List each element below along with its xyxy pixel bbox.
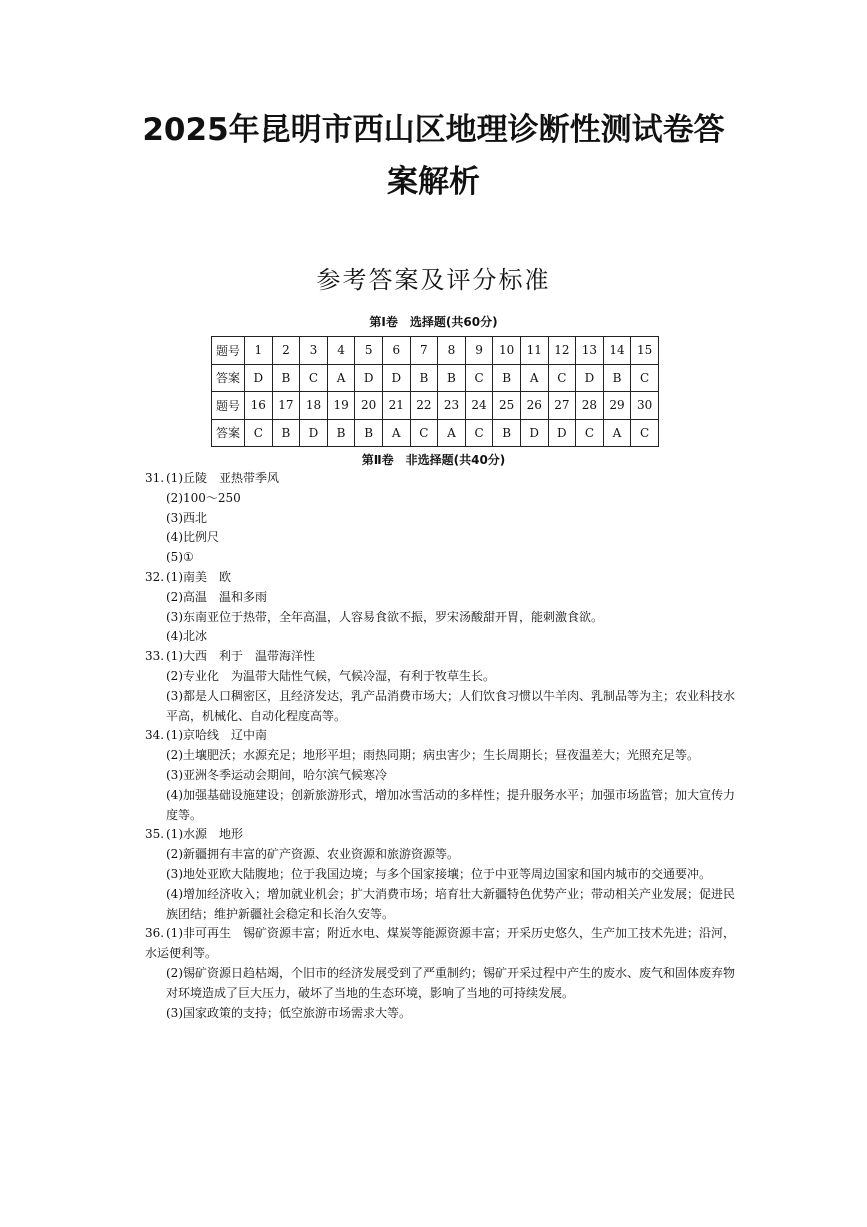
answer-text: (2)新疆拥有丰富的矿产资源、农业资源和旅游资源等。 [166, 847, 460, 862]
table-cell: A [327, 364, 355, 392]
table-cell: B [603, 364, 631, 392]
table-row-answers-2 [212, 419, 659, 447]
table-cell: B [493, 364, 521, 392]
title-line-1: 2025年昆明市西山区地理诊断性测试卷答 [142, 112, 725, 148]
answer-text: (1)大西 利于 温带海洋性 [166, 649, 315, 664]
question-block [145, 568, 745, 647]
answer-list [145, 469, 745, 1023]
question-number: 32. [145, 569, 165, 584]
answer-text: (3)都是人口稠密区，且经济发达，乳产品消费市场大；人们饮食习惯以牛羊肉、乳制品等为主；农业科技水平高，机械化、自动化程度高等。 [166, 688, 736, 723]
answer-text: (3)东南亚位于热带，全年高温，人容易食欲不振，罗宋汤酸甜开胃，能刺激食欲。 [166, 609, 604, 624]
row-label-answer: 答案 [212, 419, 245, 447]
question-number: 31. [145, 471, 165, 485]
table-cell: 10 [493, 337, 521, 365]
question-number: 35. [145, 827, 165, 842]
table-cell: 23 [438, 392, 466, 420]
answer-text: (2)锡矿资源日趋枯竭，个旧市的经济发展受到了严重制约；锡矿开采过程中产生的废水、废气和固体废弃物对环境造成了巨大压力，破坏了当地的生态环境，影响了当地的可持续发展。 [166, 965, 736, 1000]
answer-line [145, 825, 745, 845]
table-cell: 8 [438, 337, 466, 365]
table-cell: 11 [520, 337, 548, 365]
table-cell: 15 [631, 337, 659, 365]
answer-text: (2)土壤肥沃；水源充足；地形平坦；雨热同期；病虫害少；生长周期长；昼夜温差大；光照充足等。 [166, 748, 700, 763]
table-cell: A [520, 364, 548, 392]
table-cell: 16 [245, 392, 273, 420]
table-cell: 28 [576, 392, 604, 420]
table-cell: 2 [272, 337, 300, 365]
table-cell: 13 [576, 337, 604, 365]
answer-line [145, 924, 745, 964]
table-cell: B [355, 419, 383, 447]
table-cell: C [548, 364, 576, 392]
answer-text: (4)增加经济收入；增加就业机会；扩大消费市场；培育壮大新疆特色优势产业；带动相关产业发展；促进民族团结；维护新疆社会稳定和长治久安等。 [166, 886, 736, 921]
table-cell: A [438, 419, 466, 447]
table-cell: C [410, 419, 438, 447]
table-cell: 27 [548, 392, 576, 420]
question-block [145, 924, 745, 1023]
table-cell: A [382, 419, 410, 447]
row-label-question: 题号 [212, 337, 245, 365]
table-cell: C [631, 364, 659, 392]
question-block [145, 825, 745, 924]
table-cell: 12 [548, 337, 576, 365]
table-cell: 1 [245, 337, 273, 365]
table-cell: C [300, 364, 328, 392]
answer-text: (3)国家政策的支持；低空旅游市场需求大等。 [166, 1005, 411, 1020]
table-cell: D [576, 364, 604, 392]
answer-text: (4)加强基础设施建设；创新旅游形式，增加冰雪活动的多样性；提升服务水平；加强市场监管；加大宣传力度等。 [166, 787, 736, 822]
title-line-2: 案解析 [387, 164, 480, 200]
table-cell: 30 [631, 392, 659, 420]
table-cell: 20 [355, 392, 383, 420]
answer-text: (2)专业化 为温带大陆性气候，气候冷湿，有利于牧草生长。 [166, 668, 496, 683]
table-cell: D [520, 419, 548, 447]
answer-text: (4)比例尺 [166, 530, 219, 545]
table-cell: 26 [520, 392, 548, 420]
table-cell: 22 [410, 392, 438, 420]
table-cell: B [272, 419, 300, 447]
table-cell: 5 [355, 337, 383, 365]
table-cell: 21 [382, 392, 410, 420]
answer-line [145, 726, 745, 746]
answer-text: (2)高温 温和多雨 [166, 589, 267, 604]
answer-line [145, 568, 745, 588]
answer-text: (3)地处亚欧大陆腹地；位于我国边境；与多个国家接壤；位于中亚等周边国家和国内城市的交通要冲。 [166, 866, 712, 881]
table-cell: D [382, 364, 410, 392]
table-cell: D [355, 364, 383, 392]
table-row-numbers-1 [212, 337, 659, 365]
answer-line [145, 469, 745, 489]
table-cell: C [465, 419, 493, 447]
question-block [145, 726, 745, 825]
answer-text: (3)西北 [166, 510, 207, 525]
question-number: 34. [145, 728, 165, 743]
table-cell: 6 [382, 337, 410, 365]
answer-key-heading: 参考答案及评分标准 [316, 266, 551, 294]
table-cell: 7 [410, 337, 438, 365]
answer-text: (1)南美 欧 [166, 569, 231, 584]
table-cell: 4 [327, 337, 355, 365]
table-row-answers-1 [212, 364, 659, 392]
table-cell: B [327, 419, 355, 447]
question-block [145, 647, 745, 726]
table-cell: 24 [465, 392, 493, 420]
table-cell: A [603, 419, 631, 447]
table-cell: B [272, 364, 300, 392]
table-cell: 25 [493, 392, 521, 420]
answer-table [211, 336, 659, 447]
question-number: 36. [145, 926, 165, 941]
table-cell: B [410, 364, 438, 392]
table-row-numbers-2 [212, 392, 659, 420]
row-label-answer: 答案 [212, 364, 245, 392]
table-cell: 14 [603, 337, 631, 365]
answer-text: (3)亚洲冬季运动会期间，哈尔滨气候寒冷 [166, 767, 387, 782]
section-1-heading: 第Ⅰ卷 选择题(共60分) [369, 315, 498, 329]
answer-text: (4)北冰 [166, 629, 207, 644]
answer-text: (1)京哈线 辽中南 [166, 728, 267, 743]
table-cell: C [631, 419, 659, 447]
table-cell: D [245, 364, 273, 392]
table-cell: C [245, 419, 273, 447]
answer-text: (2)100～250 [166, 490, 241, 505]
answer-line [145, 647, 745, 667]
answer-text: (1)丘陵 亚热带季风 [166, 471, 279, 485]
question-number: 33. [145, 649, 165, 664]
answer-text: (1)非可再生 锡矿资源丰富；附近水电、煤炭等能源资源丰富；开采历史悠久，生产加工技术先进；沿河，水运便利等。 [145, 926, 736, 961]
table-cell: 29 [603, 392, 631, 420]
table-cell: 19 [327, 392, 355, 420]
table-cell: D [300, 419, 328, 447]
question-block [145, 469, 745, 568]
table-cell: 18 [300, 392, 328, 420]
row-label-question: 题号 [212, 392, 245, 420]
table-cell: 17 [272, 392, 300, 420]
answer-text: (1)水源 地形 [166, 827, 243, 842]
table-cell: B [438, 364, 466, 392]
section-2-heading: 第Ⅱ卷 非选择题(共40分) [361, 453, 506, 467]
table-cell: B [493, 419, 521, 447]
table-cell: D [548, 419, 576, 447]
answer-text: (5)① [166, 550, 194, 565]
table-cell: 3 [300, 337, 328, 365]
table-cell: C [465, 364, 493, 392]
table-cell: 9 [465, 337, 493, 365]
page-title [60, 104, 807, 208]
table-cell: C [576, 419, 604, 447]
